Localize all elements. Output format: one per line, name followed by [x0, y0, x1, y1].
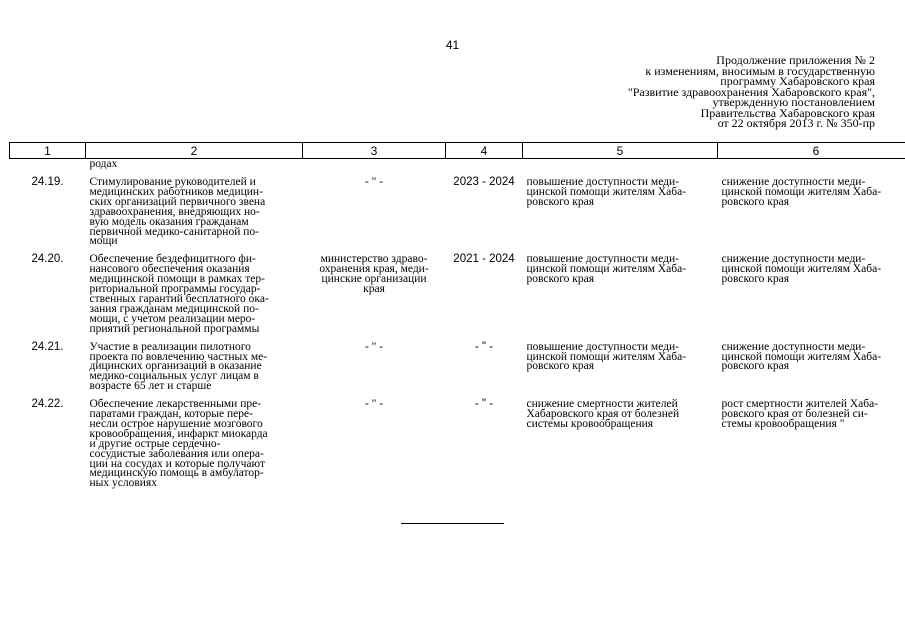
footnote-divider [401, 523, 504, 524]
event-name-line: нансового обеспечения оказания [89, 263, 250, 276]
event-name-line: ных условиях [89, 477, 157, 490]
row-number-line: 24.20. [31, 253, 64, 266]
period-line: 2023 - 2024 [453, 176, 515, 188]
event-name-line: медицинской помощи в рамках тер- [89, 273, 265, 286]
expected-result [523, 172, 718, 249]
table-header-row [10, 143, 905, 159]
executor [303, 337, 446, 395]
period-line: - " - [474, 340, 494, 353]
row-number-line: 24.21. [31, 340, 64, 353]
event-name-line: дицинских организаций в оказание [89, 360, 262, 373]
row-number [10, 337, 86, 395]
consequence-line: рост смертности жителей Хаба- [721, 398, 879, 411]
table-cell [446, 159, 523, 173]
row-number [10, 394, 86, 491]
event-name-line: ских организаций первичного звена [89, 195, 266, 208]
expected-result [523, 394, 718, 491]
executor-line: - " - [364, 176, 384, 188]
event-name-line: медико-социальных услуг лицам в [89, 370, 259, 383]
expected-result [523, 337, 718, 395]
header-note [455, 55, 875, 129]
expected-result-line: цинской помощи жителям Хаба- [526, 185, 687, 198]
header-note-line: утвержденную постановлением [712, 95, 875, 109]
event-name-line: первичной медико-санитарной по- [89, 225, 259, 238]
event-name-line: паратами граждан, которые пере- [89, 408, 253, 421]
event-name-line: ственных гарантий бесплатного ока- [89, 292, 269, 305]
header-note-line: Продолжение приложения № 2 [716, 53, 875, 67]
consequence [718, 394, 905, 491]
table-row [10, 249, 905, 336]
continuation-text: родах [89, 158, 118, 170]
activities-table [9, 142, 905, 491]
header-note-line: от 22 октября 2013 г. № 350-пр [717, 116, 875, 130]
event-name-line: медицинских работников медицин- [89, 185, 263, 198]
expected-result-line: повышение доступности меди- [526, 176, 679, 188]
consequence-line: ровского края [721, 273, 790, 286]
period [446, 249, 523, 336]
executor-line: - " - [364, 340, 384, 353]
consequence-line: ровского края от болезней си- [721, 408, 868, 421]
executor-line: края [363, 283, 385, 296]
column-header: 2 [86, 143, 303, 159]
header-note-line: "Развитие здравоохранения Хабаровского края", [627, 84, 875, 99]
event-name-line: вую модель оказания гражданам [89, 215, 249, 228]
executor-line: охранения края, меди- [319, 263, 429, 276]
event-name-line: Обеспечение бездефицитного фи- [89, 253, 256, 266]
event-name-line: мощи [89, 235, 118, 248]
continuation-row [10, 159, 905, 173]
event-name [86, 249, 303, 336]
expected-result-line: цинской помощи жителям Хаба- [526, 263, 687, 276]
expected-result-line: повышение доступности меди- [526, 253, 679, 266]
header-note-line: к изменениям, вносимым в государственную [645, 63, 875, 78]
expected-result-line: системы кровообращения [526, 417, 654, 430]
executor [303, 394, 446, 491]
event-name [86, 337, 303, 395]
period [446, 337, 523, 395]
event-name [86, 394, 303, 491]
header-note-line: Правительства Хабаровского края [700, 105, 875, 120]
event-name-line: кровообращения, инфаркт миокарда [89, 427, 268, 440]
row-number [10, 172, 86, 249]
page-number: 41 [445, 38, 460, 52]
expected-result-line: снижение смертности жителей [526, 398, 678, 411]
event-name-line: Участие в реализации пилотного [89, 340, 251, 353]
table-cell [523, 159, 718, 173]
table-row [10, 337, 905, 395]
consequence-line: цинской помощи жителям Хаба- [721, 263, 882, 276]
event-name-line: Стимулирование руководителей и [89, 176, 256, 188]
event-name-line: риториальной программы государ- [89, 283, 261, 296]
row-number [10, 249, 86, 336]
consequence [718, 249, 905, 336]
column-header: 5 [523, 143, 718, 159]
table-row [10, 172, 905, 249]
expected-result-line: цинской помощи жителям Хаба- [526, 350, 687, 363]
row-number-line: 24.19. [31, 176, 64, 188]
event-name-line: Обеспечение лекарственными пре- [89, 398, 262, 411]
expected-result-line: повышение доступности меди- [526, 340, 679, 353]
expected-result-line: ровского края [526, 360, 595, 373]
table-cell [718, 159, 905, 173]
expected-result-line: ровского края [526, 273, 595, 286]
expected-result [523, 249, 718, 336]
event-name-line: ции на сосудах и которые получают [89, 457, 265, 470]
consequence-line: ровского края [721, 360, 790, 373]
table-row [10, 394, 905, 491]
consequence-line: снижение доступности меди- [721, 253, 866, 266]
consequence-line: снижение доступности меди- [721, 176, 866, 188]
column-header: 6 [718, 143, 905, 159]
event-name-line: сосудистые заболевания или опера- [89, 447, 264, 460]
executor-line: цинские организации [321, 273, 427, 286]
consequence-line: ровского края [721, 195, 790, 208]
column-header: 3 [303, 143, 446, 159]
table-cell [10, 159, 86, 173]
column-header: 1 [10, 143, 86, 159]
table-cell [303, 159, 446, 173]
event-name-line: медицинскую помощь в амбулатор- [89, 467, 264, 480]
consequence-line: цинской помощи жителям Хаба- [721, 350, 882, 363]
event-name-line: приятий региональной программы [89, 322, 260, 335]
event-name-line: возрасте 65 лет и старше [89, 380, 212, 393]
event-name-line: зания гражданам медицинской по- [89, 302, 259, 315]
expected-result-line: ровского края [526, 195, 595, 208]
event-name-line: мощи, с учетом реализации меро- [89, 312, 256, 325]
event-name-line: проекта по вовлечению частных ме- [89, 350, 268, 363]
executor-line: - " - [364, 398, 384, 411]
consequence-line: стемы кровообращения " [721, 417, 845, 430]
event-name-line: несли острое нарушение мозгового [89, 417, 263, 430]
event-name [86, 172, 303, 249]
event-name-line: здравоохранения, внедряющих но- [89, 205, 260, 218]
consequence-line: цинской помощи жителям Хаба- [721, 185, 882, 198]
executor-line: министерство здраво- [320, 253, 428, 266]
consequence-line: снижение доступности меди- [721, 340, 866, 353]
column-header: 4 [446, 143, 523, 159]
consequence [718, 337, 905, 395]
period [446, 172, 523, 249]
executor [303, 172, 446, 249]
event-name-line: и другие острые сердечно- [89, 437, 221, 450]
executor [303, 249, 446, 336]
consequence [718, 172, 905, 249]
period-line: - " - [474, 398, 494, 411]
expected-result-line: Хабаровского края от болезней [526, 408, 680, 421]
period-line: 2021 - 2024 [453, 253, 515, 266]
row-number-line: 24.22. [31, 398, 64, 411]
header-note-line: программу Хабаровского края [720, 74, 875, 88]
period [446, 394, 523, 491]
